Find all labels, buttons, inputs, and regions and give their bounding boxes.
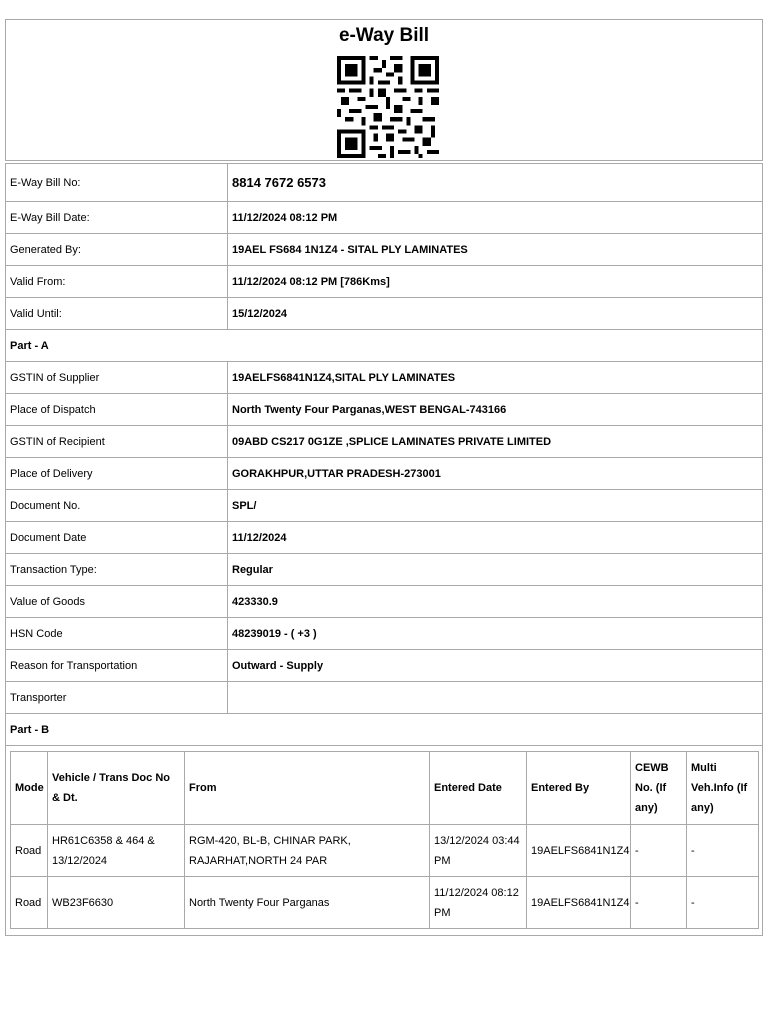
detail-row-valid-until (6, 298, 763, 330)
cell-entered-by: 19AELFS6841N1Z4 (527, 825, 631, 877)
detail-label: Generated By: (6, 234, 228, 266)
part-a-row-document-date (6, 522, 763, 554)
cell-entered-date: 11/12/2024 08:12 PM (430, 877, 527, 929)
part-a-value: 48239019 - ( +3 ) (228, 618, 763, 650)
cell-multi-veh-info: - (687, 825, 759, 877)
detail-value: 8814 7672 6573 (228, 164, 763, 202)
table-row (11, 825, 759, 877)
column-header-vehicle-doc: Vehicle / Trans Doc No & Dt. (48, 752, 185, 825)
detail-value: 15/12/2024 (228, 298, 763, 330)
part-a-row-reason-for-transportation (6, 650, 763, 682)
part-b-table-row (6, 746, 763, 936)
part-a-label: Transaction Type: (6, 554, 228, 586)
part-a-row-document-no (6, 490, 763, 522)
part-b-heading: Part - B (6, 714, 763, 746)
detail-label: Valid Until: (6, 298, 228, 330)
part-a-row-place-of-delivery (6, 458, 763, 490)
part-a-label: HSN Code (6, 618, 228, 650)
column-header-from: From (185, 752, 430, 825)
part-a-label: Document No. (6, 490, 228, 522)
part-a-row-gstin-recipient (6, 426, 763, 458)
cell-mode: Road (11, 825, 48, 877)
part-b-heading-row (6, 714, 763, 746)
column-header-mode: Mode (11, 752, 48, 825)
part-a-label: Place of Delivery (6, 458, 228, 490)
detail-value: 19AEL FS684 1N1Z4 - SITAL PLY LAMINATES (228, 234, 763, 266)
part-a-value: 19AELFS6841N1Z4,SITAL PLY LAMINATES (228, 362, 763, 394)
part-a-value: Regular (228, 554, 763, 586)
cell-entered-by: 19AELFS6841N1Z4 (527, 877, 631, 929)
detail-row-valid-from (6, 266, 763, 298)
qr-code-icon (333, 56, 443, 158)
detail-row-eway-bill-no (6, 164, 763, 202)
column-header-entered-by: Entered By (527, 752, 631, 825)
detail-label: E-Way Bill Date: (6, 202, 228, 234)
cell-vehicle-doc: WB23F6630 (48, 877, 185, 929)
part-a-value: 423330.9 (228, 586, 763, 618)
detail-row-generated-by (6, 234, 763, 266)
part-a-row-transaction-type (6, 554, 763, 586)
part-a-row-place-of-dispatch (6, 394, 763, 426)
part-a-row-transporter (6, 682, 763, 714)
part-a-row-gstin-supplier (6, 362, 763, 394)
part-a-value: GORAKHPUR,UTTAR PRADESH-273001 (228, 458, 763, 490)
part-a-heading-row (6, 330, 763, 362)
part-a-label: Value of Goods (6, 586, 228, 618)
part-a-heading: Part - A (6, 330, 763, 362)
cell-entered-date: 13/12/2024 03:44 PM (430, 825, 527, 877)
part-a-value: 11/12/2024 (228, 522, 763, 554)
vehicle-table-header-row (11, 752, 759, 825)
part-a-label: Transporter (6, 682, 228, 714)
vehicle-details-table (10, 751, 759, 929)
cell-from: North Twenty Four Parganas (185, 877, 430, 929)
part-a-value: Outward - Supply (228, 650, 763, 682)
detail-row-eway-bill-date (6, 202, 763, 234)
cell-cewb-no: - (631, 877, 687, 929)
column-header-entered-date: Entered Date (430, 752, 527, 825)
part-a-label: GSTIN of Recipient (6, 426, 228, 458)
eway-bill-details-table (5, 163, 763, 936)
cell-multi-veh-info: - (687, 877, 759, 929)
detail-value: 11/12/2024 08:12 PM [786Kms] (228, 266, 763, 298)
cell-from: RGM-420, BL-B, CHINAR PARK, RAJARHAT,NORTH 24 PAR (185, 825, 430, 877)
detail-label: Valid From: (6, 266, 228, 298)
part-a-label: Place of Dispatch (6, 394, 228, 426)
part-a-row-hsn-code (6, 618, 763, 650)
part-a-value (228, 682, 763, 714)
part-b-container (6, 746, 763, 936)
cell-vehicle-doc: HR61C6358 & 464 & 13/12/2024 (48, 825, 185, 877)
part-a-label: Reason for Transportation (6, 650, 228, 682)
detail-value: 11/12/2024 08:12 PM (228, 202, 763, 234)
part-a-value: 09ABD CS217 0G1ZE ,SPLICE LAMINATES PRIVATE LIMITED (228, 426, 763, 458)
column-header-multi-veh-info: Multi Veh.Info (If any) (687, 752, 759, 825)
part-a-value: SPL/ (228, 490, 763, 522)
part-a-value: North Twenty Four Parganas,WEST BENGAL-743166 (228, 394, 763, 426)
detail-label: E-Way Bill No: (6, 164, 228, 202)
eway-bill-header (5, 19, 763, 161)
column-header-cewb-no: CEWB No. (If any) (631, 752, 687, 825)
cell-cewb-no: - (631, 825, 687, 877)
page-title: e-Way Bill (338, 25, 430, 46)
table-row (11, 877, 759, 929)
cell-mode: Road (11, 877, 48, 929)
part-a-row-value-of-goods (6, 586, 763, 618)
part-a-label: Document Date (6, 522, 228, 554)
part-a-label: GSTIN of Supplier (6, 362, 228, 394)
